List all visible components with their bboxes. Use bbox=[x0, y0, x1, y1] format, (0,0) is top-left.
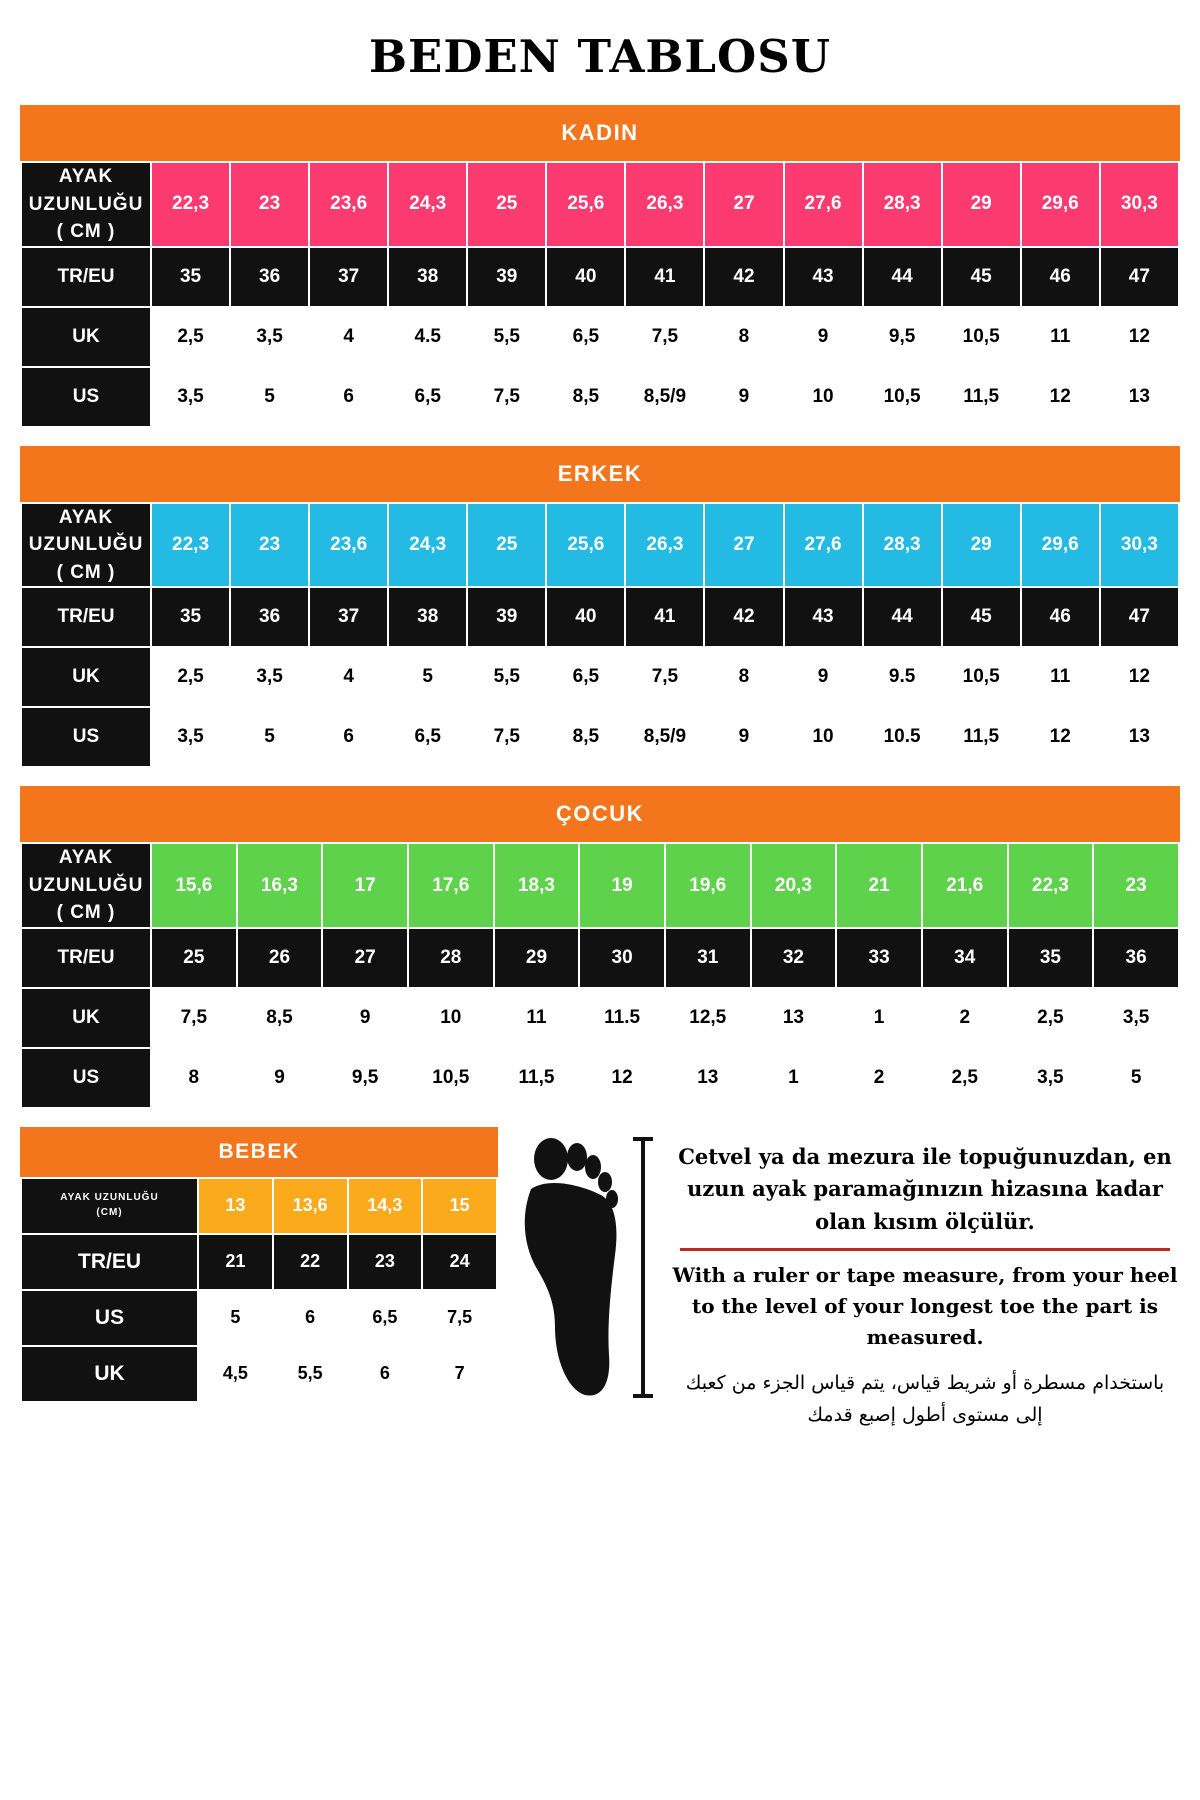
cell: 32 bbox=[751, 928, 837, 988]
cell: 15 bbox=[422, 1178, 497, 1234]
cell: 10,5 bbox=[408, 1048, 494, 1108]
cell: 25,6 bbox=[546, 162, 625, 247]
cell: 11.5 bbox=[579, 988, 665, 1048]
cell: 9 bbox=[784, 647, 863, 707]
cell: 9,5 bbox=[863, 307, 942, 367]
cell: 39 bbox=[467, 587, 546, 647]
cell: 2 bbox=[836, 1048, 922, 1108]
cell: 6,5 bbox=[388, 367, 467, 427]
cell: 13 bbox=[665, 1048, 751, 1108]
cell: 10 bbox=[784, 707, 863, 767]
foot-length-line1: AYAK bbox=[58, 166, 114, 187]
row-label-us: US bbox=[21, 707, 151, 767]
section-band-bebek: BEBEK bbox=[20, 1127, 498, 1177]
cell: 7,5 bbox=[422, 1290, 497, 1346]
table-bebek bbox=[20, 1177, 498, 1403]
cell: 28 bbox=[408, 928, 494, 988]
cell: 26 bbox=[237, 928, 323, 988]
cell: 7,5 bbox=[625, 307, 704, 367]
cell: 17,6 bbox=[408, 843, 494, 928]
cell: 27,6 bbox=[784, 503, 863, 588]
cell: 11,5 bbox=[494, 1048, 580, 1108]
table-row bbox=[21, 707, 1179, 767]
cell: 36 bbox=[230, 247, 309, 307]
cell: 13,6 bbox=[273, 1178, 348, 1234]
row-label-uk: UK bbox=[21, 647, 151, 707]
divider-rule bbox=[680, 1248, 1170, 1251]
cell: 24,3 bbox=[388, 162, 467, 247]
foot-length-line2: (CM) bbox=[96, 1206, 123, 1218]
cell: 5 bbox=[198, 1290, 273, 1346]
row-label-treu: TR/EU bbox=[21, 247, 151, 307]
cell: 45 bbox=[942, 587, 1021, 647]
cell: 28,3 bbox=[863, 162, 942, 247]
cell: 29,6 bbox=[1021, 162, 1100, 247]
cell: 2 bbox=[922, 988, 1008, 1048]
row-label-us: US bbox=[21, 1290, 198, 1346]
cell: 38 bbox=[388, 247, 467, 307]
cell: 19 bbox=[579, 843, 665, 928]
cell: 43 bbox=[784, 587, 863, 647]
cell: 23,6 bbox=[309, 503, 388, 588]
foot-illustration bbox=[510, 1127, 630, 1407]
cell: 2,5 bbox=[151, 307, 230, 367]
cell: 23 bbox=[1093, 843, 1179, 928]
cell: 3,5 bbox=[151, 367, 230, 427]
cell: 23 bbox=[230, 503, 309, 588]
cell: 8,5/9 bbox=[625, 707, 704, 767]
cell: 6 bbox=[309, 707, 388, 767]
cell: 2,5 bbox=[1008, 988, 1094, 1048]
row-label-foot-length bbox=[21, 503, 151, 588]
foot-length-line2: UZUNLUĞU bbox=[28, 193, 144, 215]
cell: 11,5 bbox=[942, 707, 1021, 767]
cell: 40 bbox=[546, 587, 625, 647]
cell: 4.5 bbox=[388, 307, 467, 367]
measure-text-block bbox=[656, 1127, 1180, 1431]
cell: 27 bbox=[322, 928, 408, 988]
cell: 22,3 bbox=[1008, 843, 1094, 928]
cell: 8,5 bbox=[546, 707, 625, 767]
foot-length-line3: ( CM ) bbox=[56, 221, 116, 243]
cell: 41 bbox=[625, 247, 704, 307]
cell: 3,5 bbox=[151, 707, 230, 767]
cell: 38 bbox=[388, 587, 467, 647]
cell: 20,3 bbox=[751, 843, 837, 928]
cell: 10 bbox=[784, 367, 863, 427]
cell: 4 bbox=[309, 307, 388, 367]
section-kadin bbox=[20, 105, 1180, 428]
section-band-erkek: ERKEK bbox=[20, 446, 1180, 502]
cell: 46 bbox=[1021, 247, 1100, 307]
table-row bbox=[21, 367, 1179, 427]
cell: 5,5 bbox=[467, 647, 546, 707]
measure-text-ar: باستخدام مسطرة أو شريط قياس، يتم قياس الجزء من كعبك إلى مستوى أطول إصبع قدمك bbox=[685, 1371, 1165, 1426]
cell: 3,5 bbox=[1093, 988, 1179, 1048]
cell: 15,6 bbox=[151, 843, 237, 928]
cell: 21,6 bbox=[922, 843, 1008, 928]
cell: 25 bbox=[467, 162, 546, 247]
cell: 6,5 bbox=[546, 647, 625, 707]
cell: 29 bbox=[942, 162, 1021, 247]
table-row bbox=[21, 587, 1179, 647]
table-row bbox=[21, 307, 1179, 367]
cell: 7,5 bbox=[151, 988, 237, 1048]
cell: 6 bbox=[309, 367, 388, 427]
cell: 37 bbox=[309, 247, 388, 307]
cell: 12,5 bbox=[665, 988, 751, 1048]
foot-length-line2: UZUNLUĞU bbox=[28, 534, 144, 556]
table-kadin bbox=[20, 161, 1180, 428]
cell: 1 bbox=[836, 988, 922, 1048]
cell: 36 bbox=[230, 587, 309, 647]
cell: 42 bbox=[704, 587, 783, 647]
cell: 13 bbox=[1100, 707, 1179, 767]
cell: 23,6 bbox=[309, 162, 388, 247]
measure-instructions bbox=[498, 1127, 1180, 1431]
cell: 27 bbox=[704, 503, 783, 588]
cell: 30,3 bbox=[1100, 503, 1179, 588]
cell: 39 bbox=[467, 247, 546, 307]
cell: 17 bbox=[322, 843, 408, 928]
row-label-treu: TR/EU bbox=[21, 1234, 198, 1290]
cell: 29,6 bbox=[1021, 503, 1100, 588]
foot-length-line2: UZUNLUĞU bbox=[28, 874, 144, 896]
cell: 12 bbox=[579, 1048, 665, 1108]
cell: 25 bbox=[151, 928, 237, 988]
cell: 7,5 bbox=[467, 367, 546, 427]
row-label-uk: UK bbox=[21, 307, 151, 367]
cell: 12 bbox=[1021, 367, 1100, 427]
cell: 36 bbox=[1093, 928, 1179, 988]
row-label-us: US bbox=[21, 1048, 151, 1108]
foot-length-line3: ( CM ) bbox=[56, 561, 116, 583]
cell: 8,5 bbox=[237, 988, 323, 1048]
cell: 13 bbox=[198, 1178, 273, 1234]
table-row bbox=[21, 162, 1179, 247]
cell: 3,5 bbox=[230, 647, 309, 707]
table-row bbox=[21, 1346, 497, 1402]
cell: 28,3 bbox=[863, 503, 942, 588]
cell: 8 bbox=[704, 307, 783, 367]
table-row bbox=[21, 647, 1179, 707]
cell: 12 bbox=[1100, 647, 1179, 707]
cell: 5 bbox=[230, 707, 309, 767]
bottom-area bbox=[20, 1127, 1180, 1431]
cell: 10,5 bbox=[942, 647, 1021, 707]
row-label-uk: UK bbox=[21, 1346, 198, 1402]
cell: 5 bbox=[230, 367, 309, 427]
cell: 29 bbox=[494, 928, 580, 988]
table-row bbox=[21, 1048, 1179, 1108]
cell: 43 bbox=[784, 247, 863, 307]
table-row bbox=[21, 928, 1179, 988]
cell: 10,5 bbox=[942, 307, 1021, 367]
footprint-icon bbox=[515, 1137, 625, 1407]
cell: 2,5 bbox=[922, 1048, 1008, 1108]
cell: 45 bbox=[942, 247, 1021, 307]
cell: 1 bbox=[751, 1048, 837, 1108]
cell: 8,5/9 bbox=[625, 367, 704, 427]
cell: 31 bbox=[665, 928, 751, 988]
cell: 29 bbox=[942, 503, 1021, 588]
cell: 34 bbox=[922, 928, 1008, 988]
cell: 11 bbox=[1021, 647, 1100, 707]
cell: 7,5 bbox=[625, 647, 704, 707]
cell: 10,5 bbox=[863, 367, 942, 427]
row-label-foot-length bbox=[21, 843, 151, 928]
cell: 22 bbox=[273, 1234, 348, 1290]
cell: 8 bbox=[704, 647, 783, 707]
cell: 7 bbox=[422, 1346, 497, 1402]
table-row bbox=[21, 843, 1179, 928]
table-row bbox=[21, 1178, 497, 1234]
section-cocuk bbox=[20, 786, 1180, 1109]
cell: 46 bbox=[1021, 587, 1100, 647]
cell: 21 bbox=[836, 843, 922, 928]
cell: 2,5 bbox=[151, 647, 230, 707]
cell: 40 bbox=[546, 247, 625, 307]
cell: 44 bbox=[863, 247, 942, 307]
section-band-kadin: KADIN bbox=[20, 105, 1180, 161]
cell: 5,5 bbox=[467, 307, 546, 367]
cell: 26,3 bbox=[625, 162, 704, 247]
row-label-us: US bbox=[21, 367, 151, 427]
cell: 23 bbox=[230, 162, 309, 247]
cell: 18,3 bbox=[494, 843, 580, 928]
cell: 9 bbox=[237, 1048, 323, 1108]
cell: 35 bbox=[151, 587, 230, 647]
cell: 24 bbox=[422, 1234, 497, 1290]
cell: 33 bbox=[836, 928, 922, 988]
cell: 10 bbox=[408, 988, 494, 1048]
cell: 26,3 bbox=[625, 503, 704, 588]
cell: 9.5 bbox=[863, 647, 942, 707]
cell: 22,3 bbox=[151, 162, 230, 247]
cell: 5,5 bbox=[273, 1346, 348, 1402]
cell: 19,6 bbox=[665, 843, 751, 928]
table-row bbox=[21, 503, 1179, 588]
table-erkek bbox=[20, 502, 1180, 769]
cell: 6,5 bbox=[348, 1290, 423, 1346]
cell: 5 bbox=[388, 647, 467, 707]
cell: 8 bbox=[151, 1048, 237, 1108]
cell: 23 bbox=[348, 1234, 423, 1290]
cell: 13 bbox=[1100, 367, 1179, 427]
measure-text-en: With a ruler or tape measure, from your heel to the level of your longest toe the part is measured. bbox=[672, 1262, 1178, 1349]
cell: 11,5 bbox=[942, 367, 1021, 427]
cell: 42 bbox=[704, 247, 783, 307]
row-label-treu: TR/EU bbox=[21, 928, 151, 988]
cell: 35 bbox=[151, 247, 230, 307]
cell: 5 bbox=[1093, 1048, 1179, 1108]
foot-length-line1: AYAK UZUNLUĞU bbox=[60, 1192, 159, 1204]
cell: 27,6 bbox=[784, 162, 863, 247]
cell: 24,3 bbox=[388, 503, 467, 588]
cell: 10.5 bbox=[863, 707, 942, 767]
row-label-foot-length bbox=[21, 1178, 198, 1234]
table-row bbox=[21, 988, 1179, 1048]
foot-length-line3: ( CM ) bbox=[56, 902, 116, 924]
cell: 41 bbox=[625, 587, 704, 647]
cell: 25 bbox=[467, 503, 546, 588]
cell: 13 bbox=[751, 988, 837, 1048]
foot-length-line1: AYAK bbox=[58, 506, 114, 528]
cell: 3,5 bbox=[1008, 1048, 1094, 1108]
cell: 9,5 bbox=[322, 1048, 408, 1108]
cell: 22,3 bbox=[151, 503, 230, 588]
row-label-uk: UK bbox=[21, 988, 151, 1048]
foot-length-line1: AYAK bbox=[58, 847, 114, 869]
cell: 37 bbox=[309, 587, 388, 647]
cell: 47 bbox=[1100, 587, 1179, 647]
cell: 9 bbox=[704, 367, 783, 427]
cell: 6,5 bbox=[388, 707, 467, 767]
cell: 12 bbox=[1100, 307, 1179, 367]
cell: 30 bbox=[579, 928, 665, 988]
cell: 44 bbox=[863, 587, 942, 647]
cell: 6 bbox=[348, 1346, 423, 1402]
table-row bbox=[21, 247, 1179, 307]
cell: 12 bbox=[1021, 707, 1100, 767]
measure-ruler bbox=[630, 1127, 656, 1400]
cell: 47 bbox=[1100, 247, 1179, 307]
cell: 6 bbox=[273, 1290, 348, 1346]
cell: 9 bbox=[784, 307, 863, 367]
table-row bbox=[21, 1234, 497, 1290]
cell: 25,6 bbox=[546, 503, 625, 588]
vertical-ruler-icon bbox=[632, 1135, 654, 1400]
table-row bbox=[21, 1290, 497, 1346]
section-erkek bbox=[20, 446, 1180, 769]
cell: 3,5 bbox=[230, 307, 309, 367]
cell: 8,5 bbox=[546, 367, 625, 427]
cell: 27 bbox=[704, 162, 783, 247]
row-label-treu: TR/EU bbox=[21, 587, 151, 647]
cell: 7,5 bbox=[467, 707, 546, 767]
cell: 6,5 bbox=[546, 307, 625, 367]
row-label-foot-length bbox=[21, 162, 151, 247]
measure-text-tr: Cetvel ya da mezura ile topuğunuzdan, en uzun ayak paramağınızın hizasına kadar olan kısım ölçülür. bbox=[678, 1143, 1172, 1235]
table-cocuk bbox=[20, 842, 1180, 1109]
cell: 14,3 bbox=[348, 1178, 423, 1234]
section-band-cocuk: ÇOCUK bbox=[20, 786, 1180, 842]
cell: 30,3 bbox=[1100, 162, 1179, 247]
section-bebek bbox=[20, 1127, 498, 1403]
cell: 21 bbox=[198, 1234, 273, 1290]
page-title: BEDEN TABLOSU bbox=[368, 30, 831, 83]
cell: 4 bbox=[309, 647, 388, 707]
cell: 16,3 bbox=[237, 843, 323, 928]
cell: 35 bbox=[1008, 928, 1094, 988]
cell: 9 bbox=[322, 988, 408, 1048]
cell: 9 bbox=[704, 707, 783, 767]
cell: 4,5 bbox=[198, 1346, 273, 1402]
cell: 11 bbox=[494, 988, 580, 1048]
cell: 11 bbox=[1021, 307, 1100, 367]
